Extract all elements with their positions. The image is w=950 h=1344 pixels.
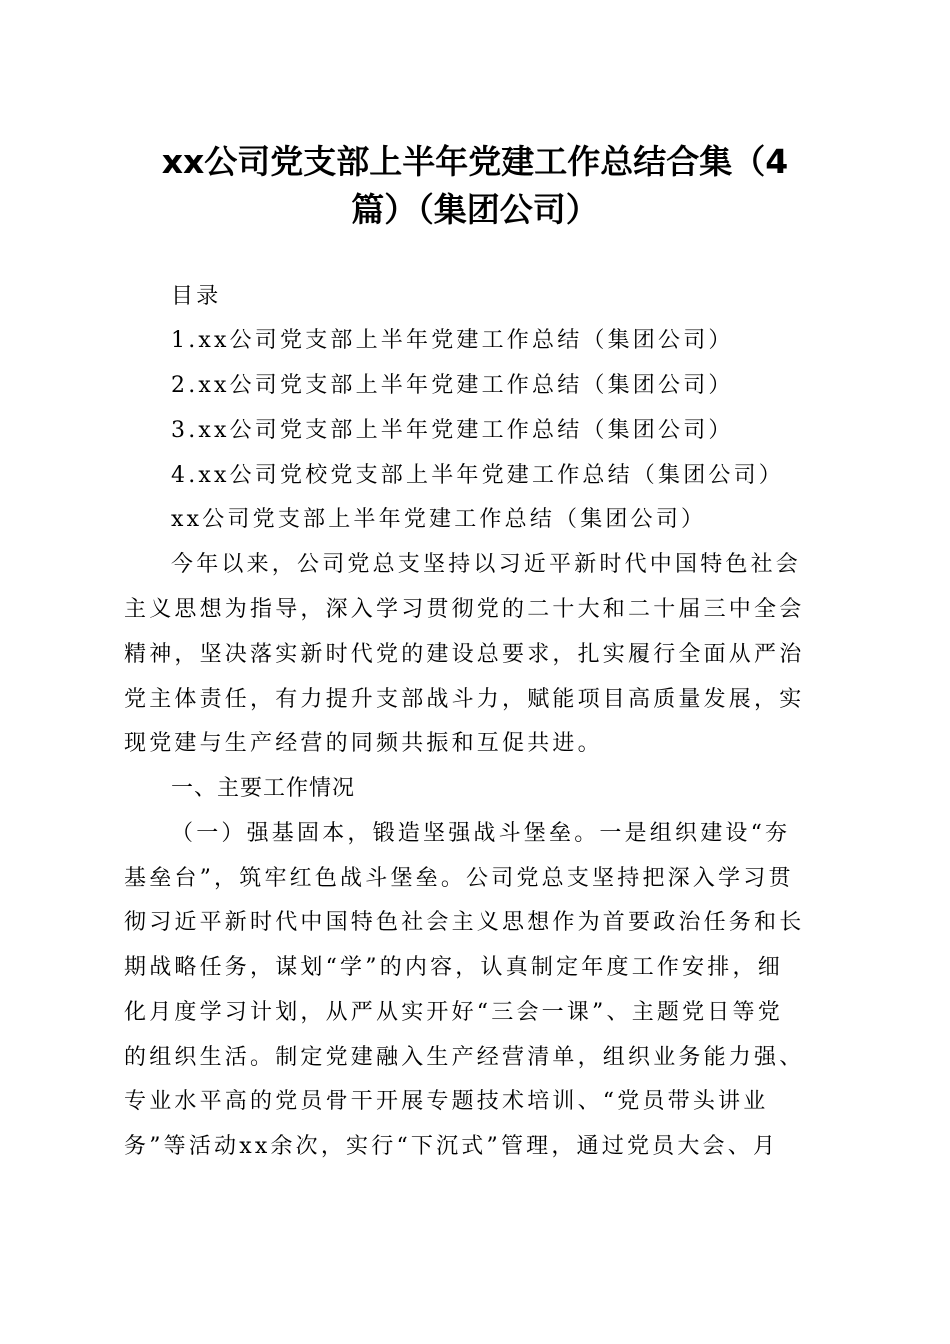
section-line-7: 专业水平高的党员骨干开展专题技术培训、“党员带头讲业 <box>124 1089 769 1114</box>
section-line-2: 基垒台”，筑牢红色战斗堡垒。公司党总支坚持把深入学习贯 <box>124 866 794 891</box>
intro-line-5: 现党建与生产经营的同频共振和互促共进。 <box>124 731 603 756</box>
intro-line-3: 精神，坚决落实新时代党的建设总要求，扎实履行全面从严治 <box>124 642 805 667</box>
section-line-1: （一）强基固本，锻造坚强战斗堡垒。一是组织建设“夯 <box>171 821 791 846</box>
section-line-5: 化月度学习计划，从严从实开好“三会一课”、主题党日等党 <box>124 1000 783 1025</box>
intro-line-2: 主义思想为指导，深入学习贯彻党的二十大和二十届三中全会 <box>124 597 805 622</box>
intro-line-1: 今年以来，公司党总支坚持以习近平新时代中国特色社会 <box>171 552 802 577</box>
toc-item-2: 2.xx公司党支部上半年党建工作总结（集团公司） <box>171 373 734 398</box>
section-line-4: 期战略任务，谋划“学”的内容，认真制定年度工作安排，细 <box>124 955 783 980</box>
section-line-6: 的组织生活。制定党建融入生产经营清单，组织业务能力强、 <box>124 1045 805 1070</box>
article-title: xx公司党支部上半年党建工作总结（集团公司） <box>171 507 707 532</box>
toc-item-4: 4.xx公司党校党支部上半年党建工作总结（集团公司） <box>171 463 785 488</box>
toc-item-3: 3.xx公司党支部上半年党建工作总结（集团公司） <box>171 418 734 443</box>
document-title-line-2: 篇）（集团公司） <box>351 190 599 229</box>
section-line-8: 务”等活动xx余次，实行“下沉式”管理，通过党员大会、月 <box>124 1134 779 1159</box>
section-heading: 一、主要工作情况 <box>171 776 356 801</box>
section-line-3: 彻习近平新时代中国特色社会主义思想作为首要政治任务和长 <box>124 910 805 935</box>
toc-item-1: 1.xx公司党支部上半年党建工作总结（集团公司） <box>171 328 734 353</box>
toc-label: 目录 <box>171 284 222 309</box>
intro-line-4: 党主体责任，有力提升支部战斗力，赋能项目高质量发展，实 <box>124 687 805 712</box>
document-title-line-1: xx公司党支部上半年党建工作总结合集（4 <box>161 142 789 181</box>
